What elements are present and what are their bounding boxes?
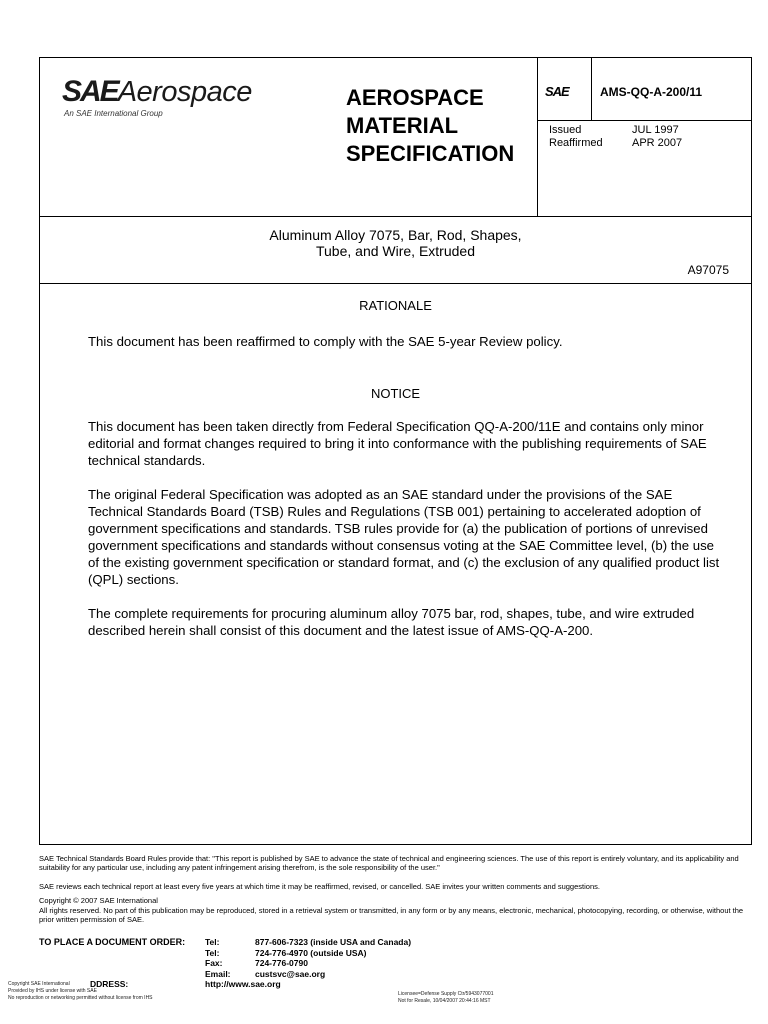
spec-type-title: AEROSPACE MATERIAL SPECIFICATION [346,85,515,166]
notice-heading: NOTICE [370,386,421,401]
license-notice-right: Licensee=Defense Supply Ctr/5943077001 Not for Resale, 10/04/2007 20:44:16 MST [398,991,494,1004]
address-label: DDRESS: [90,979,129,989]
sae-mini-logo: SAE [545,84,569,99]
contact-keys: Tel: Tel: Fax: Email: [205,937,231,979]
rationale-text: This document has been reaffirmed to comply with the SAE 5-year Review policy. [88,334,563,349]
license-notice-left: Copyright SAE International Provided by IHS under license with SAE No reproduction or networking permitted without license from IHS [8,981,153,1001]
rationale-heading: RATIONALE [359,298,432,313]
footer-rights: All rights reserved. No part of this publication may be reproduced, stored in a retrieval system or transmitted, in any form or by any means, electronic, mechanical, photocopying, recording, or otherwise, without the prior written permission of SAE. [39,906,744,924]
notice-paragraph-2: The original Federal Specification was adopted as an SAE standard under the provisions of the SAE Technical Standards Board (TSB) Rules and Regulations (TSB 001) pertaining to accelerated adoption of government specifications and standards. TSB rules provide for (a) the publication of portions of unrevised government specifications and standards without consensus voting at the SAE Committee level, (b) the use of the existing government specification or standard format, and (c) the exclusion of any qualified product list (QPL) sections. [88,487,720,587]
issue-labels: Issued Reaffirmed [549,124,603,149]
title-block [40,217,751,284]
divider [537,58,538,216]
document-number: AMS-QQ-A-200/11 [600,85,703,99]
divider [537,120,751,121]
uns-code: A97075 [687,263,729,277]
logo-subtitle: An SAE International Group [64,109,163,118]
document-frame [39,57,752,845]
notice-paragraph-1: This document has been taken directly from Federal Specification QQ-A-200/11E and contains only minor editorial and format changes required to bring it into conformance with the publishing requirements of SAE technical standards. [88,419,707,468]
order-label: TO PLACE A DOCUMENT ORDER: [39,937,186,947]
website-link[interactable]: http://www.sae.org [205,979,281,989]
footer-review: SAE reviews each technical report at least every five years at which time it may be reaffirmed, revised, or cancelled. SAE invites your written comments and suggestions. [39,882,600,891]
document-header [40,58,751,217]
document-title: Aluminum Alloy 7075, Bar, Rod, Shapes, Tube, and Wire, Extruded [269,227,522,259]
sae-aerospace-logo: SAEAerospace An SAE International Group [62,75,252,118]
footer-tsb-rules: SAE Technical Standards Board Rules provide that: "This report is published by SAE to advance the state of technical and engineering sciences. The use of this report is entirely voluntary, and its applicability and suitability for any particular use, including any patent infringement arising therefrom, is the sole responsibility of the user." [39,854,739,872]
divider [591,58,592,120]
email-link[interactable]: custsvc@sae.org [255,968,326,979]
contact-values: 877-606-7323 (inside USA and Canada) 724-776-4970 (outside USA) 724-776-0790 custsvc@sae.org [255,937,412,979]
issue-dates: JUL 1997 APR 2007 [632,124,683,149]
footer-copyright: Copyright © 2007 SAE International [39,896,158,905]
notice-paragraph-3: The complete requirements for procuring aluminum alloy 7075 bar, rod, shapes, tube, and wire extruded described herein shall consist of this document and the latest issue of AMS-QQ-A-200. [88,606,695,638]
